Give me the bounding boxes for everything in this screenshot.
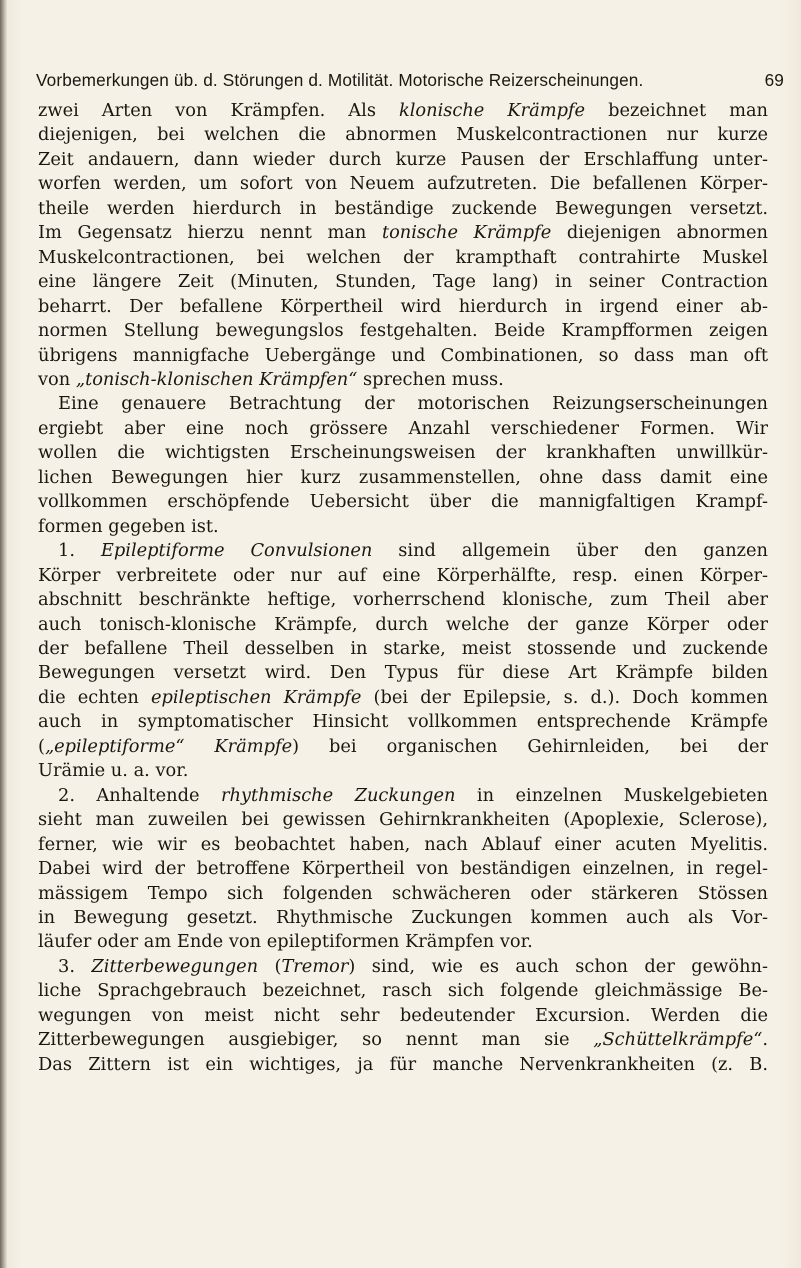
text-segment: die echten — [38, 686, 151, 708]
text-line — [38, 539, 768, 563]
text-line — [38, 392, 768, 416]
emphasis-text: Tremor — [281, 955, 349, 977]
text-segment: normen Stellung bewegungslos festgehalten. Beide Krampfformen zeigen — [38, 320, 768, 342]
text-line — [38, 441, 768, 465]
emphasis-text: „epileptiforme“ Krämpfe — [44, 735, 293, 757]
text-segment: Das Zittern ist ein wichtiges, ja für manche Nervenkrankheiten (z. B. — [38, 1053, 768, 1075]
text-segment: Urämie u. a. vor. — [38, 760, 189, 782]
text-line — [38, 661, 768, 685]
text-segment: Im Gegensatz hierzu nennt man — [38, 222, 382, 244]
text-line — [38, 710, 768, 734]
text-segment: sieht man zuweilen bei gewissen Gehirnkrankheiten (Apoplexie, Sclerose), — [38, 809, 768, 831]
text-segment: Zeit andauern, dann wieder durch kurze Pausen der Erschlaffung unter- — [38, 148, 768, 170]
text-segment: auch tonisch-klonische Krämpfe, durch welche der ganze Körper oder — [38, 613, 768, 635]
text-segment: ) sind, wie es auch schon der gewöhn- — [348, 955, 769, 977]
text-line — [38, 637, 768, 661]
text-segment: Bewegungen versetzt wird. Den Typus für diese Art Krämpfe bilden — [38, 662, 768, 684]
text-line — [38, 344, 768, 368]
text-line — [38, 490, 768, 514]
text-segment: mässigem Tempo sich folgenden schwächeren oder stärkeren Stössen — [38, 882, 768, 904]
running-head-title: Vorbemerkungen üb. d. Störungen d. Motilität. Motorische Reizerscheinungen. — [36, 70, 644, 90]
text-line — [38, 123, 768, 147]
text-segment: auch in symptomatischer Hinsicht vollkommen entsprechende Krämpfe — [38, 711, 768, 733]
text-line — [38, 221, 768, 245]
text-segment: Dabei wird der betroffene Körpertheil von beständigen einzelnen, in regel- — [38, 858, 768, 880]
text-line — [38, 368, 768, 392]
text-line — [38, 735, 768, 759]
text-segment: lichen Bewegungen hier kurz zusammenstellen, ohne dass damit eine — [38, 466, 768, 488]
running-head — [36, 70, 784, 96]
text-line — [38, 270, 768, 294]
text-segment: übrigens mannigfache Uebergänge und Combinationen, so dass man oft — [38, 344, 768, 366]
text-line — [38, 955, 768, 979]
text-segment: Körper verbreitete oder nur auf eine Körperhälfte, resp. einen Körper- — [38, 564, 768, 586]
text-line — [38, 564, 768, 588]
text-line — [38, 148, 768, 172]
emphasis-text: klonische Krämpfe — [398, 100, 586, 121]
text-line — [38, 1004, 768, 1028]
text-segment: diejenigen, bei welchen die abnormen Muskelcontractionen nur kurze — [38, 124, 768, 146]
text-line — [38, 1053, 768, 1077]
text-line — [38, 588, 768, 612]
text-segment: eine längere Zeit (Minuten, Stunden, Tage lang) in seiner Contraction — [38, 271, 768, 293]
page-spine-shadow — [0, 0, 7, 1268]
text-line — [38, 930, 768, 954]
text-segment: sprechen muss. — [357, 368, 504, 390]
text-segment: ergiebt aber eine noch grössere Anzahl verschiedener Formen. Wir — [38, 417, 768, 439]
text-line — [38, 808, 768, 832]
text-segment: abschnitt beschränkte heftige, vorherrschend klonische, zum Theil aber — [38, 589, 768, 611]
text-line — [38, 417, 768, 441]
text-segment: ( — [38, 735, 45, 757]
text-line — [38, 686, 768, 710]
text-segment: theile werden hierdurch in beständige zuckende Bewegungen versetzt. — [38, 197, 768, 219]
text-line — [38, 319, 768, 343]
text-segment: Zitterbewegungen ausgiebiger, so nennt man sie — [38, 1029, 594, 1051]
emphasis-text: Epileptiforme Convulsionen — [100, 540, 373, 562]
text-line — [38, 833, 768, 857]
text-line — [38, 197, 768, 221]
text-line — [38, 759, 768, 783]
text-segment: vollkommen erschöpfende Uebersicht über die mannigfaltigen Krampf- — [38, 491, 768, 513]
page-number: 69 — [764, 70, 784, 90]
text-segment: diejenigen abnormen — [551, 222, 769, 244]
text-line — [38, 172, 768, 196]
text-segment: läufer oder am Ende von epileptiformen Krämpfen vor. — [38, 931, 533, 953]
emphasis-text: epileptischen Krämpfe — [150, 686, 362, 708]
text-line — [38, 246, 768, 270]
text-segment: ferner, wie wir es beobachtet haben, nach Ablauf einer acuten Myelitis. — [38, 833, 768, 855]
body-text — [38, 99, 768, 1077]
text-segment: bezeichnet man — [585, 100, 769, 121]
text-line — [38, 466, 768, 490]
text-line — [38, 979, 768, 1003]
text-line — [38, 882, 768, 906]
text-segment: Muskelcontractionen, bei welchen der krampthaft contrahirte Muskel — [38, 246, 768, 268]
text-line — [38, 99, 768, 123]
text-segment: worfen werden, um sofort von Neuem aufzutreten. Die befallenen Körper- — [38, 173, 768, 195]
text-segment: (bei der Epilepsie, s. d.). Doch kommen — [361, 686, 769, 708]
text-segment: liche Sprachgebrauch bezeichnet, rasch sich folgende gleichmässige Be- — [38, 980, 768, 1002]
emphasis-text: Zitterbewegungen — [91, 955, 259, 977]
text-segment: 1. — [58, 540, 101, 562]
text-segment: wegungen von meist nicht sehr bedeutender Excursion. Werden die — [38, 1004, 768, 1026]
text-segment: von — [38, 368, 76, 390]
emphasis-text: „tonisch-klonischen Krämpfen“ — [75, 368, 358, 390]
text-segment: 3. — [58, 955, 92, 977]
text-line — [38, 857, 768, 881]
emphasis-text: tonische Krämpfe — [381, 222, 552, 244]
text-segment: 2. Anhaltende — [58, 784, 221, 806]
text-segment: sind allgemein über den ganzen — [372, 540, 769, 562]
text-line — [38, 784, 768, 808]
text-segment: zwei Arten von Krämpfen. Als — [38, 100, 399, 121]
text-line — [38, 613, 768, 637]
text-line — [38, 1028, 768, 1052]
text-segment: in einzelnen Muskelgebieten — [455, 784, 768, 806]
text-line — [38, 515, 768, 539]
emphasis-text: rhythmische Zuckungen — [220, 784, 456, 806]
text-segment: ) bei organischen Gehirnleiden, bei der — [292, 735, 768, 757]
emphasis-text: „Schüttelkrämpfe“ — [593, 1029, 763, 1051]
text-segment: der befallene Theil desselben in starke, meist stossende und zuckende — [38, 637, 768, 659]
text-segment: ( — [258, 955, 282, 977]
text-line — [38, 906, 768, 930]
text-segment: Eine genauere Betrachtung der motorischen Reizungserscheinungen — [58, 393, 768, 415]
text-segment: . — [762, 1029, 768, 1051]
text-segment: formen gegeben ist. — [38, 515, 219, 537]
text-line — [38, 295, 768, 319]
text-segment: beharrt. Der befallene Körpertheil wird hierdurch in irgend einer ab- — [38, 295, 768, 317]
text-segment: wollen die wichtigsten Erscheinungsweisen der krankhaften unwillkür- — [38, 442, 768, 464]
text-segment: in Bewegung gesetzt. Rhythmische Zuckungen kommen auch als Vor- — [38, 906, 768, 928]
